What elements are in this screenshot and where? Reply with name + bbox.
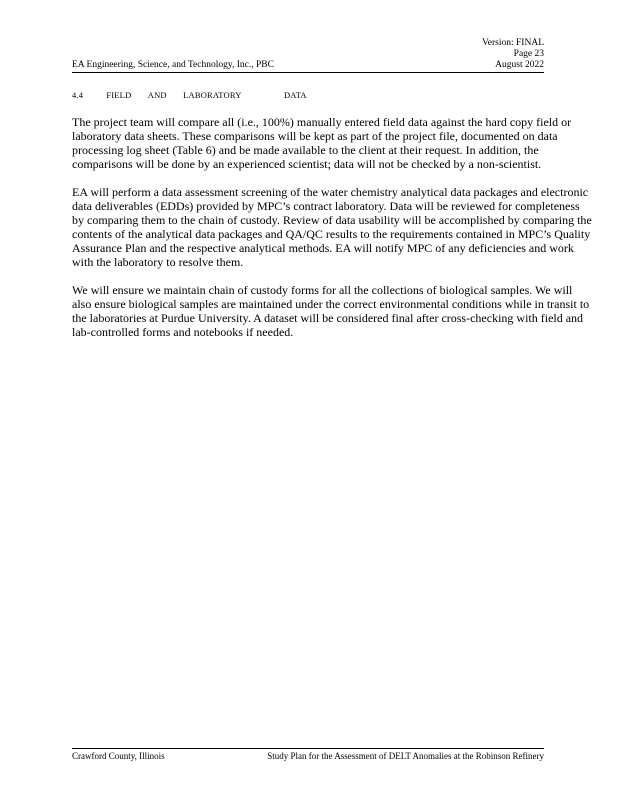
company-name: EA Engineering, Science, and Technology, Inc., PBC xyxy=(72,60,274,70)
footer-location: Crawford County, Illinois xyxy=(72,751,165,761)
section-title-word-1: FIELD xyxy=(106,90,132,100)
paragraph-data-assessment: EA will perform a data assessment screening of the water chemistry analytical data packages and electronic data deliverables (EDDs) provided by MPC’s contract laboratory. Data will be reviewed for completeness by comparing them to the chain of custody. Review of data usability will be accomplished by comparing the contents of the analytical data packages and QA/QC results to the requirements contained in MPC’s Quality Assurance Plan and the respective analytical methods. EA will notify MPC of any deficiencies and work with the laboratory to resolve them. xyxy=(72,185,592,269)
footer-divider xyxy=(72,748,544,749)
section-heading xyxy=(72,90,307,100)
section-number: 4.4 xyxy=(72,90,84,100)
paragraph-data-comparison: The project team will compare all (i.e., 100%) manually entered field data against the hard copy field or laboratory data sheets. These comparisons will be kept as part of the project file, documented on data processing log sheet (Table 6) and be made available to the client at their request. In addition, the comparisons will be done by an experienced scientist; data will not be checked by a non-scientist. xyxy=(72,115,572,171)
section-title-word-2: AND xyxy=(147,90,167,100)
section-body xyxy=(72,115,594,353)
paragraph-chain-of-custody: We will ensure we maintain chain of custody forms for all the collections of biological samples. We will also ensure biological samples are maintained under the correct environmental conditions while in transit to the laboratories at Purdue University. A dataset will be considered final after cross-checking with field and lab-controlled forms and notebooks if needed. xyxy=(72,283,590,339)
header-divider xyxy=(72,72,544,73)
footer-title: Study Plan for the Assessment of DELT Anomalies at the Robinson Refinery xyxy=(267,751,544,761)
version-label: Version: FINAL xyxy=(481,38,544,48)
header-right xyxy=(482,38,544,71)
page-number: Page 23 xyxy=(513,49,544,59)
section-title-word-3: LABORATORY xyxy=(183,90,242,100)
section-title-word-4: DATA xyxy=(283,90,307,100)
document-date: August 2022 xyxy=(495,60,544,70)
